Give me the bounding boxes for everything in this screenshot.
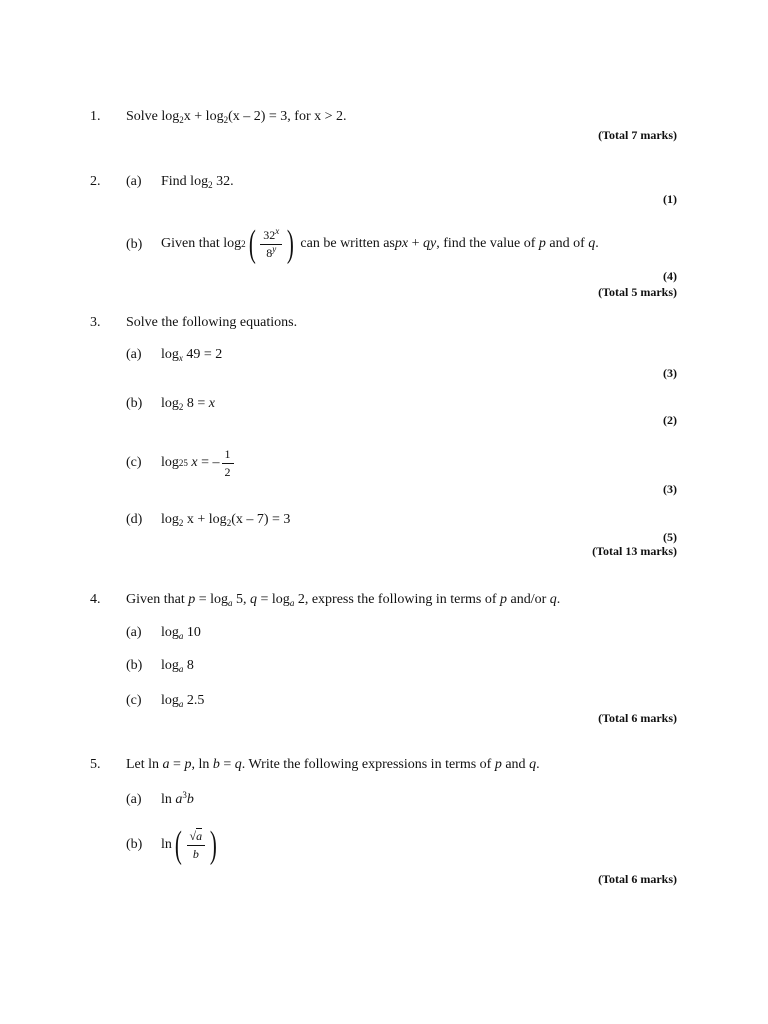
q5-t6: and [501, 757, 530, 772]
q3c-fraction [222, 448, 234, 478]
q4-t5: 2, express the following in terms of [294, 592, 500, 607]
q5a-b: b [186, 792, 194, 807]
q3d-text [161, 513, 290, 527]
q4b-post: 8 [183, 658, 194, 673]
q5-t7: . [536, 757, 540, 772]
q5-t4: = [219, 757, 235, 772]
q3c-eq: = – [197, 455, 220, 470]
q4-sa: a [228, 598, 233, 608]
q4-p: p [188, 592, 196, 607]
q5b-b: b [192, 846, 199, 861]
q4-stem [126, 593, 560, 607]
q4b-pre: log [161, 658, 179, 673]
q4a-sub: a [178, 631, 184, 641]
q2b-prefix: Given that log [161, 236, 242, 251]
q4c-label: (c) [126, 693, 142, 708]
q1-total: (Total 7 marks) [598, 128, 677, 142]
q5a-a: a [175, 792, 183, 807]
q4a-text [161, 626, 201, 640]
q4-q2: q [549, 592, 557, 607]
q5b-label: (b) [126, 837, 143, 852]
q4-t3: 5, [232, 592, 251, 607]
q2b-qy: qy [423, 236, 437, 251]
q4a-post: 10 [183, 625, 201, 640]
q2b-suffix2: , find the value of [436, 236, 539, 251]
q2-number: 2. [90, 174, 101, 189]
q3c-text: log 25 x = – $\frac{1}{2}$ [161, 444, 236, 482]
q3b-sub: 2 [178, 402, 184, 412]
q3c-var: x [187, 455, 198, 470]
q3c-mark: (3) [663, 482, 677, 496]
q3a-mark: (3) [663, 366, 677, 380]
q5-stem [126, 758, 540, 772]
q2b-den-exp: y [272, 243, 277, 254]
q2a-mark: (1) [663, 192, 677, 206]
q2b-q: q [588, 236, 596, 251]
q5a-label: (a) [126, 792, 142, 807]
q4-t1: Given that [126, 592, 189, 607]
q5-q: q [234, 757, 242, 772]
q5-number: 5. [90, 757, 101, 772]
q5-t3: , ln [191, 757, 213, 772]
q3a-pre: log [161, 347, 179, 362]
q4-p2: p [500, 592, 507, 607]
q3d-label: (d) [126, 512, 143, 527]
q1-stem-mid2: (x – 2) = 3, for x > 2. [228, 109, 347, 124]
q3d-mid1: x + log [183, 512, 227, 527]
q5b-fraction [187, 830, 206, 860]
q5-total: (Total 6 marks) [598, 872, 677, 886]
q3d-sub1: 2 [178, 518, 184, 528]
q2a-text [161, 175, 234, 189]
q3c-label: (c) [126, 455, 142, 470]
q3a-post: 49 = 2 [182, 347, 223, 362]
q2a-label: (a) [126, 174, 142, 189]
sqrt-icon: √ [189, 828, 197, 843]
q5a-text [161, 790, 194, 807]
q5b-text [161, 822, 220, 868]
q2b-period: . [595, 236, 599, 251]
q3b-mark: (2) [663, 413, 677, 427]
left-paren: ( [248, 223, 256, 265]
q4a-pre: log [161, 625, 179, 640]
q2b-px: px [394, 236, 409, 251]
q2-total: (Total 5 marks) [598, 285, 677, 299]
q2a-sub: 2 [208, 180, 213, 190]
q5b-pre: ln [161, 837, 172, 852]
q2a-prefix: Find log [161, 174, 209, 189]
q3b-text [161, 397, 215, 411]
q3c-pre: log [161, 455, 179, 470]
q5a-pre: ln [161, 792, 176, 807]
q2b-mark: (4) [663, 269, 677, 283]
q3-stem: Solve the following equations. [126, 315, 298, 330]
q5-b: b [212, 757, 220, 772]
q4-t2: = log [195, 592, 229, 607]
q2b-numerator: 32 [263, 227, 276, 242]
q4-q: q [250, 592, 258, 607]
q5-t2: = [169, 757, 185, 772]
q2b-label: (b) [126, 237, 143, 252]
q4b-sub: a [178, 664, 184, 674]
q3b-label: (b) [126, 396, 143, 411]
q3a-text [161, 348, 222, 362]
q3-number: 3. [90, 315, 101, 330]
q4-t7: . [556, 592, 561, 607]
q2b-fraction [260, 225, 282, 260]
q2a-suffix: 32. [212, 174, 234, 189]
q2b-plus: + [408, 236, 424, 251]
q4b-text [161, 659, 194, 673]
q4a-label: (a) [126, 625, 142, 640]
q2b-denominator: 8 [266, 245, 273, 260]
q5b-right-paren: ) [209, 824, 217, 866]
q1-stem-mid1: x + log [183, 109, 224, 124]
right-paren: ) [287, 223, 295, 265]
q2b-suffix1: can be written as [300, 236, 395, 251]
q3a-sub: x [178, 353, 183, 363]
q4c-text [161, 694, 204, 708]
q3d-mark: (5) [663, 530, 677, 544]
q5b-left-paren: ( [174, 824, 182, 866]
q4-number: 4. [90, 592, 101, 607]
q5-a: a [162, 757, 170, 772]
q4c-sub: a [178, 699, 184, 709]
q4-t6: and/or [507, 592, 550, 607]
q3c-denominator: 2 [224, 464, 231, 479]
q1-stem-text: Solve log [126, 109, 180, 124]
q3c-numerator: 1 [222, 448, 234, 464]
q3b-pre: log [161, 396, 179, 411]
q4b-label: (b) [126, 658, 143, 673]
q5b-a: a [196, 828, 203, 843]
q5-p2: p [494, 757, 502, 772]
q4-t4: = log [257, 592, 290, 607]
q3b-var: x [208, 396, 216, 411]
q2b-text: Given that log 2 ( $\frac{32^x}{8^y}$ ) can be written as px + qy , find the value of p and of q . [161, 223, 599, 265]
q2b-num-exp: x [275, 225, 280, 236]
q4c-pre: log [161, 693, 179, 708]
q4c-post: 2.5 [183, 693, 205, 708]
q3d-mid2: (x – 7) = 3 [231, 512, 291, 527]
q2b-and: and of [545, 236, 589, 251]
q3a-label: (a) [126, 347, 142, 362]
q1-number: 1. [90, 109, 101, 124]
q3d-pre: log [161, 512, 179, 527]
q5-p: p [184, 757, 192, 772]
q1-sub2: 2 [223, 115, 229, 125]
q5-t1: Let ln [126, 757, 163, 772]
q5a-exp: 3 [182, 790, 187, 800]
q3-total: (Total 13 marks) [592, 544, 677, 558]
q1-stem [126, 110, 347, 124]
q5-t5: . Write the following expressions in terms of [241, 757, 495, 772]
q4-sb: a [289, 598, 295, 608]
q5-q2: q [529, 757, 537, 772]
q3d-sub2: 2 [226, 518, 232, 528]
q3b-post: 8 = [183, 396, 209, 411]
q2b-p: p [538, 236, 546, 251]
q1-sub: 2 [179, 115, 184, 125]
q4-total: (Total 6 marks) [598, 711, 677, 725]
